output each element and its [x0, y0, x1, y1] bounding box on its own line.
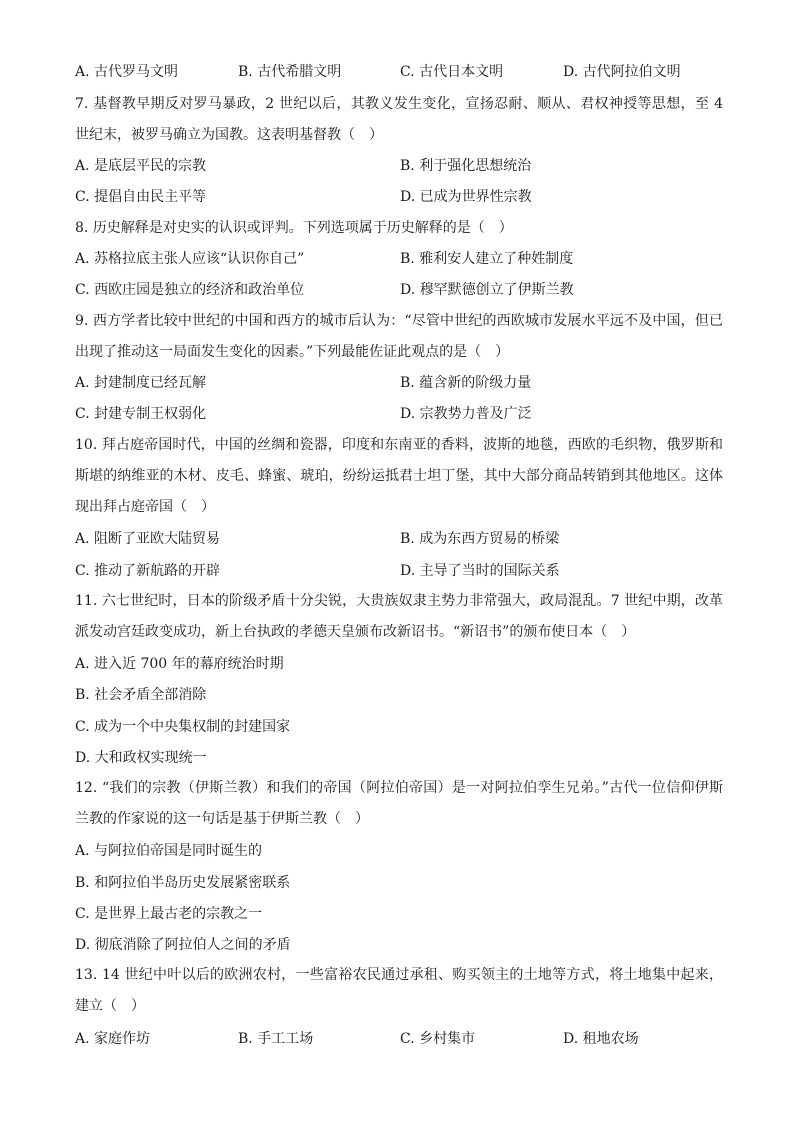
option-d[interactable]: D. 彻底消除了阿拉伯人之间的矛盾	[75, 937, 291, 953]
option-d[interactable]: D. 已成为世界性宗教	[400, 189, 532, 205]
option-d[interactable]: D. 古代阿拉伯文明	[563, 64, 681, 80]
question-stem: 9. 西方学者比较中世纪的中国和西方的城市后认为：“尽管中世纪的西欧城市发展水平远不及中国，但已出现了推动这一局面发生变化的因素。”下列最能佐证此观点的是（ ）	[75, 313, 723, 360]
option-c[interactable]: C. 是世界上最古老的宗教之一	[75, 906, 263, 922]
option-d[interactable]: D. 主导了当时的国际关系	[400, 563, 560, 579]
option-b[interactable]: B. 利于强化思想统治	[400, 158, 532, 174]
option-a[interactable]: A. 是底层平民的宗教	[75, 158, 207, 174]
option-c[interactable]: C. 西欧庄园是独立的经济和政治单位	[75, 282, 305, 298]
option-c[interactable]: C. 乡村集市	[400, 1031, 476, 1047]
option-c[interactable]: C. 封建专制王权弱化	[75, 406, 207, 422]
option-a[interactable]: A. 家庭作坊	[75, 1031, 151, 1047]
question-stem: 12. “我们的宗教（伊斯兰教）和我们的帝国（阿拉伯帝国）是一对阿拉伯孪生兄弟。”古代一位信仰伊斯兰教的作家说的这一句话是基于伊斯兰教（ ）	[75, 780, 723, 827]
question-stem: 13. 14 世纪中叶以后的欧洲农村，一些富裕农民通过承租、购买领主的土地等方式，将土地集中起来，建立（ ）	[75, 967, 723, 1014]
option-a[interactable]: A. 阻断了亚欧大陆贸易	[75, 531, 221, 547]
option-c[interactable]: C. 推动了新航路的开辟	[75, 563, 221, 579]
option-b[interactable]: B. 和阿拉伯半岛历史发展紧密联系	[75, 875, 291, 891]
option-b[interactable]: B. 社会矛盾全部消除	[75, 687, 207, 703]
option-d[interactable]: D. 宗教势力普及广泛	[400, 406, 532, 422]
option-b[interactable]: B. 雅利安人建立了种姓制度	[400, 251, 574, 267]
option-a[interactable]: A. 进入近 700 年的幕府统治时期	[75, 656, 284, 672]
option-a[interactable]: A. 封建制度已经瓦解	[75, 375, 207, 391]
option-c[interactable]: C. 古代日本文明	[400, 64, 504, 80]
option-b[interactable]: B. 手工工场	[238, 1031, 314, 1047]
option-a[interactable]: A. 古代罗马文明	[75, 64, 179, 80]
option-d[interactable]: D. 租地农场	[563, 1031, 639, 1047]
option-a[interactable]: A. 与阿拉伯帝国是同时诞生的	[75, 843, 263, 859]
option-b[interactable]: B. 成为东西方贸易的桥梁	[400, 531, 560, 547]
question-stem: 10. 拜占庭帝国时代，中国的丝绸和瓷器，印度和东南亚的香料，波斯的地毯，西欧的毛织物，俄罗斯和斯堪的纳维亚的木材、皮毛、蜂蜜、琥珀，纷纷运抵君士坦丁堡，其中大部分商品转销到其他地区。这体现出拜占庭帝国（ ）	[75, 437, 723, 515]
option-d[interactable]: D. 穆罕默德创立了伊斯兰教	[400, 282, 574, 298]
question-stem: 7. 基督教早期反对罗马暴政，2 世纪以后，其教义发生变化，宣扬忍耐、顺从、君权神授等思想，至 4 世纪末，被罗马确立为国教。这表明基督教（ ）	[75, 96, 723, 143]
question-stem: 8. 历史解释是对史实的认识或评判。下列选项属于历史解释的是（ ）	[75, 220, 513, 236]
option-c[interactable]: C. 提倡自由民主平等	[75, 189, 207, 205]
option-b[interactable]: B. 蕴含新的阶级力量	[400, 375, 532, 391]
question-stem: 11. 六七世纪时，日本的阶级矛盾十分尖锐，大贵族奴隶主势力非常强大，政局混乱。7 世纪中期，改革派发动宫廷政变成功，新上台执政的孝德天皇颁布改新诏书。“新诏书”的颁布使日本（ ）	[75, 593, 723, 640]
option-a[interactable]: A. 苏格拉底主张人应该“认识你自己”	[75, 251, 305, 267]
option-d[interactable]: D. 大和政权实现统一	[75, 750, 207, 766]
option-c[interactable]: C. 成为一个中央集权制的封建国家	[75, 719, 291, 735]
option-b[interactable]: B. 古代希腊文明	[238, 64, 342, 80]
